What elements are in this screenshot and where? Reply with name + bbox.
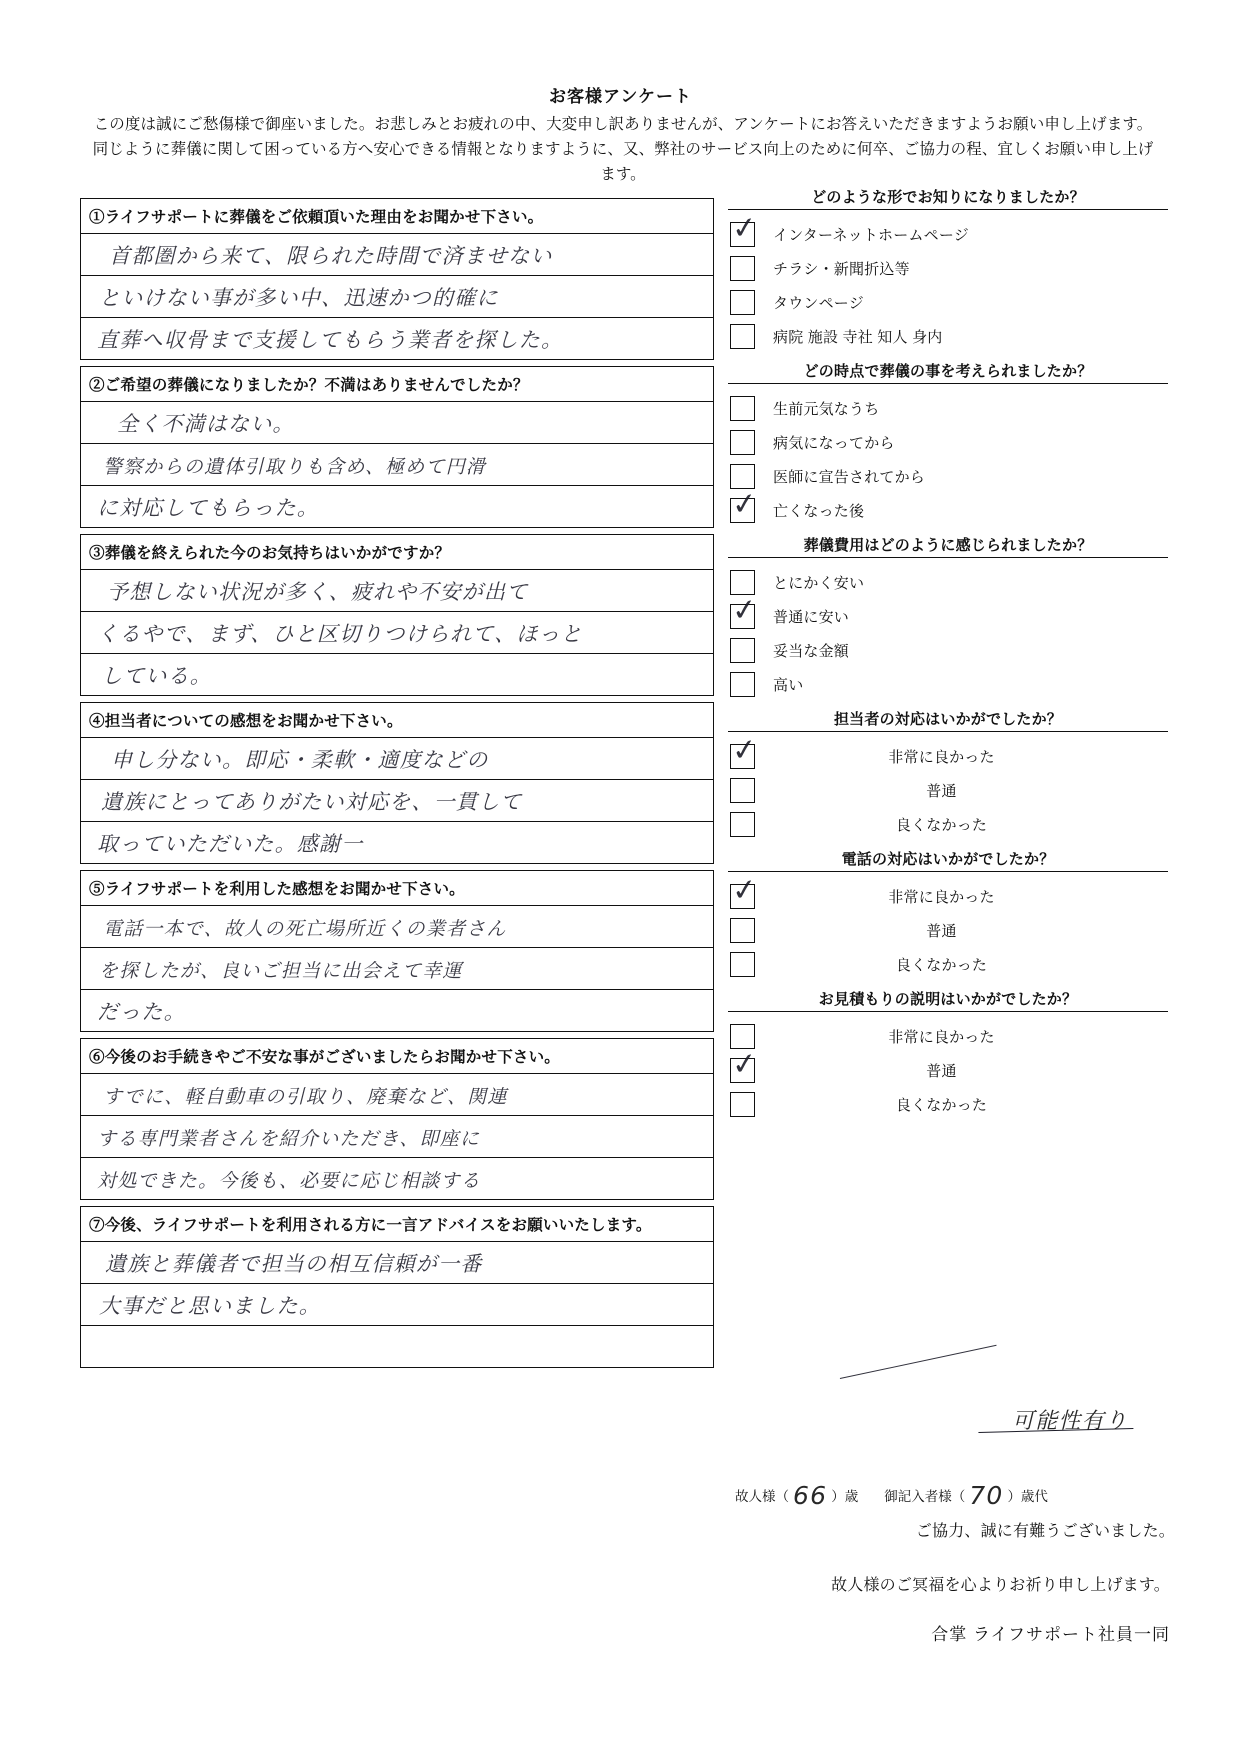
answer-line [81,822,713,863]
answer-line [81,948,713,990]
answer-line [81,486,713,527]
signature-text: 合掌 ライフサポート社員一同 [931,1625,1170,1644]
question-box-1 [80,198,714,360]
question-box-7 [80,1206,714,1368]
handwritten-answer-4-2: 遺族にとってありがたい対応を、一貫して [101,790,523,814]
answer-line [81,612,713,654]
option-row[interactable] [728,807,1168,841]
checkbox[interactable] [730,324,755,349]
answer-line [81,1074,713,1116]
annotation-leader-line [840,1345,997,1380]
question-box-4 [80,702,714,864]
answer-area-3[interactable] [81,570,713,695]
checkbox[interactable] [730,591,759,629]
option-row[interactable] [728,947,1168,981]
handwritten-answer-2-3: に対応してもらった。 [97,496,319,520]
handwritten-answer-1-2: といけない事が多い中、迅速かつ的確に [99,286,499,310]
handwritten-answer-5-2: を探したが、良いご担当に出会えて幸運 [99,960,463,982]
question-heading-6: ⑥今後のお手続きやご不安な事がございましたらお聞かせ下さい。 [81,1039,713,1074]
checkbox[interactable] [730,485,759,523]
option-row[interactable] [728,209,1168,251]
option-row[interactable] [728,667,1168,701]
answer-line [81,234,713,276]
handwritten-answer-6-3: 対処できた。今後も、必要に応じ相談する [97,1170,481,1192]
age-row [735,1478,1165,1510]
option-label: 普通 [926,922,957,940]
handwritten-answer-7-1: 遺族と葬儀者で担当の相互信頼が一番 [105,1252,483,1276]
answer-line [81,738,713,780]
answer-line [81,1242,713,1284]
checkbox-group-phone-response [728,848,1168,981]
deceased-age-label-post: ）歳 [831,1489,859,1504]
group-heading: 担当者の対応はいかがでしたか？ [728,708,1168,732]
handwritten-answer-2-2: 警察からの遺体引取りも含め、極めて円滑 [103,456,487,478]
option-label: 病院 施設 寺社 知人 身内 [773,328,943,346]
answer-line [81,318,713,359]
option-row[interactable] [728,1087,1168,1121]
group-heading: どの時点で葬儀の事を考えられましたか？ [728,360,1168,384]
question-heading-4: ④担当者についての感想をお聞かせ下さい。 [81,703,713,738]
answer-line [81,1326,713,1367]
check-mark-icon: ✓ [730,871,759,909]
question-box-6 [80,1038,714,1200]
writer-age-label-post: ）歳代 [1007,1489,1048,1504]
handwritten-answer-3-2: くるやで、まず、ひと区切りつけられて、ほっと [97,622,583,646]
page-title: お客様アンケート [549,87,692,106]
group-heading: どのような形でお知りになりましたか？ [728,186,1168,210]
checkbox[interactable] [730,638,755,663]
option-row[interactable] [728,565,1168,599]
option-label: 普通 [926,782,957,800]
handwritten-answer-2-1: 全く不満はない。 [117,412,295,436]
option-label: 非常に良かった [888,1028,995,1046]
checkbox[interactable] [730,396,755,421]
answer-area-2[interactable] [81,402,713,527]
option-row[interactable] [728,913,1168,947]
answer-line [81,780,713,822]
question-heading-7: ⑦今後、ライフサポートを利用される方に一言アドバイスをお願いいたします。 [81,1207,713,1242]
question-box-2 [80,366,714,528]
option-row[interactable] [728,391,1168,425]
checkbox-group-staff-response [728,708,1168,841]
checkbox[interactable] [730,731,759,769]
answer-line [81,402,713,444]
checkbox[interactable] [730,778,755,803]
check-mark-icon: ✓ [730,1045,759,1083]
answer-line [81,1116,713,1158]
checkbox[interactable] [730,1045,759,1083]
checkbox[interactable] [730,430,755,455]
option-row[interactable] [728,871,1168,913]
answer-line [81,570,713,612]
question-box-3 [80,534,714,696]
check-mark-icon: ✓ [730,209,759,247]
handwritten-answer-4-3: 取っていただいた。感謝一 [97,832,364,856]
option-label: 高い [773,676,804,694]
question-heading-5: ⑤ライフサポートを利用した感想をお聞かせ下さい。 [81,871,713,906]
option-label: 良くなかった [895,956,988,974]
answer-line [81,906,713,948]
checkbox[interactable] [730,290,755,315]
answer-line [81,990,713,1031]
prayer-text: 故人様のご冥福を心よりお祈り申し上げます。 [831,1577,1170,1594]
answer-area-1[interactable] [81,234,713,359]
checkbox[interactable] [730,1092,755,1117]
handwritten-answer-7-2: 大事だと思いました。 [99,1294,321,1318]
checkbox-group-estimate-explanation [728,988,1168,1121]
checkbox[interactable] [730,672,755,697]
check-mark-icon: ✓ [730,591,759,629]
checkbox[interactable] [730,812,755,837]
check-mark-icon: ✓ [730,485,759,523]
option-row[interactable] [728,319,1168,353]
option-row[interactable] [728,285,1168,319]
handwritten-answer-6-2: する専門業者さんを紹介いただき、即座に [97,1128,481,1150]
option-label: 良くなかった [895,1096,988,1114]
option-row[interactable] [728,425,1168,459]
option-label: 妥当な金額 [773,642,850,660]
option-row[interactable] [728,591,1168,633]
checkbox[interactable] [730,209,759,247]
checkbox[interactable] [730,871,759,909]
question-heading-1: ①ライフサポートに葬儀をご依頼頂いた理由をお聞かせ下さい。 [81,199,713,234]
option-row[interactable] [728,485,1168,527]
group-heading: お見積もりの説明はいかがでしたか？ [728,988,1168,1012]
answer-line [81,1158,713,1199]
deceased-age-label-pre: 故人様（ [735,1489,789,1504]
option-row[interactable] [728,773,1168,807]
option-label: タウンページ [773,294,864,312]
thanks-text: ご協力、誠に有難うございました。 [915,1523,1175,1540]
handwritten-annotation: 可能性有り [1012,1409,1129,1434]
option-label: 非常に良かった [888,888,995,906]
checkbox-group-when-considered [728,360,1168,527]
option-label: チラシ・新聞折込等 [773,260,910,278]
question-box-5 [80,870,714,1032]
option-row[interactable] [728,1045,1168,1087]
answer-area-6[interactable] [81,1074,713,1199]
option-label: 亡くなった後 [773,502,865,520]
answer-area-4[interactable] [81,738,713,863]
group-heading: 葬儀費用はどのように感じられましたか？ [728,534,1168,558]
checkbox[interactable] [730,570,755,595]
handwritten-answer-1-1: 首都圏から来て、限られた時間で済ませない [109,244,553,268]
checkbox-group-how-heard [728,186,1168,353]
option-label: とにかく安い [773,574,865,592]
option-label: 生前元気なうち [773,400,880,418]
deceased-age-value: 66 [793,1481,828,1510]
option-row[interactable] [728,459,1168,493]
option-label: 病気になってから [773,434,895,452]
open-questions-column [80,198,714,1374]
writer-age-label-pre: 御記入者様（ [884,1489,966,1504]
checkbox[interactable] [730,464,755,489]
checkbox[interactable] [730,256,755,281]
option-label: 普通に安い [773,608,850,626]
handwritten-answer-1-3: 直葬へ収骨まで支援してもらう業者を探した。 [97,328,564,352]
writer-age-value: 70 [969,1481,1004,1510]
check-mark-icon: ✓ [730,731,759,769]
answer-line [81,444,713,486]
question-heading-3: ③葬儀を終えられた今のお気持ちはいかがですか？ [81,535,713,570]
answer-area-7[interactable] [81,1242,713,1367]
option-label: 医師に宣告されてから [773,468,926,486]
answer-area-5[interactable] [81,906,713,1031]
checkbox-group-cost-impression [728,534,1168,701]
option-row[interactable] [728,633,1168,667]
handwritten-answer-6-1: すでに、軽自動車の引取り、廃棄など、関連 [103,1086,508,1108]
option-label: インターネットホームページ [773,226,969,244]
checkbox-groups-column [728,186,1168,1128]
checkbox[interactable] [730,918,755,943]
checkbox[interactable] [730,1024,755,1049]
option-label: 非常に良かった [888,748,995,766]
option-row[interactable] [728,251,1168,285]
handwritten-answer-5-1: 電話一本で、故人の死亡場所近くの業者さん [103,918,507,940]
answer-line [81,1284,713,1326]
question-heading-2: ②ご希望の葬儀になりましたか？不満はありませんでしたか？ [81,367,713,402]
handwritten-answer-4-1: 申し分ない。即応・柔軟・適度などの [111,748,489,772]
option-row[interactable] [728,731,1168,773]
handwritten-answer-3-1: 予想しない状況が多く、疲れや不安が出て [107,580,529,604]
option-label: 良くなかった [895,816,988,834]
handwritten-answer-3-3: している。 [101,664,212,688]
option-row[interactable] [728,1019,1168,1053]
answer-line [81,276,713,318]
group-heading: 電話の対応はいかがでしたか？ [728,848,1168,872]
checkbox[interactable] [730,952,755,977]
option-label: 普通 [926,1062,957,1080]
handwritten-answer-5-3: だった。 [97,1000,186,1024]
answer-line [81,654,713,695]
intro-paragraph: この度は誠にご愁傷様で御座いました。お悲しみとお疲れの中、大変申し訳ありませんが、アンケートにお答えいただきますようお願い申し上げます。同じように葬儀に関して困っている方へ安心できる情報となりますように、又、弊社のサービス向上のために何卒、ご協力の程、宜しくお願い申し上げます。 [92,116,1154,184]
